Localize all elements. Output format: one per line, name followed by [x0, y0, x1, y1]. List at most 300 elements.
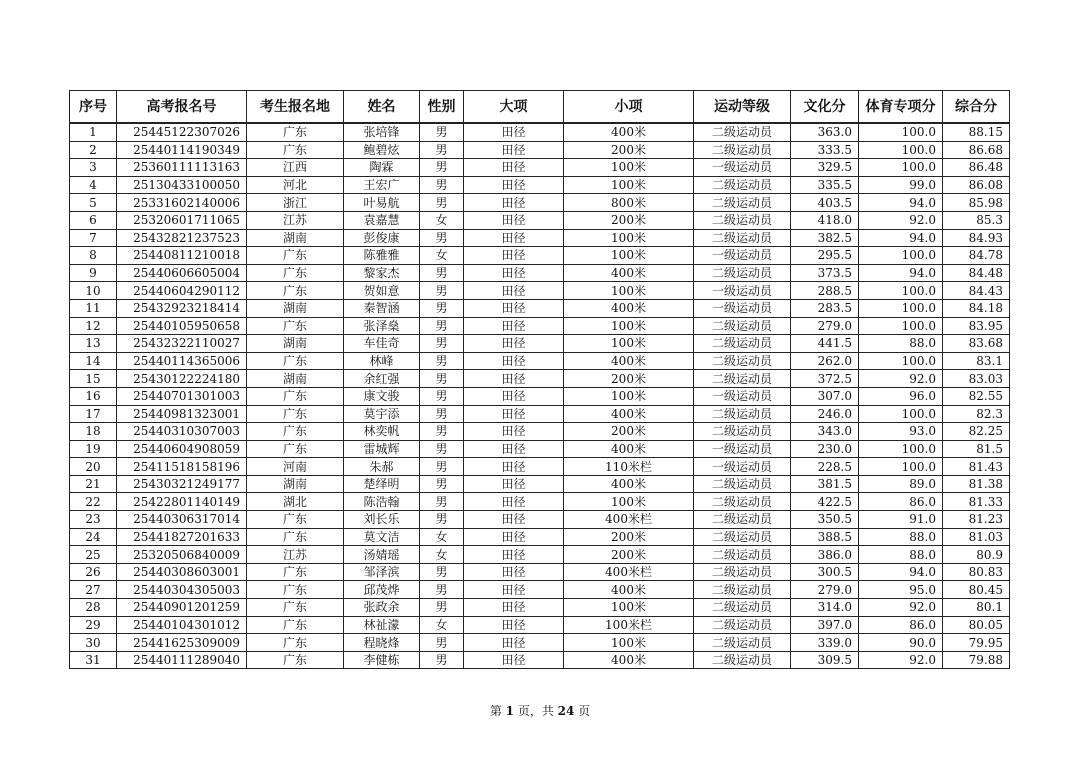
cell-event: 400米 — [564, 405, 694, 423]
cell-category: 田径 — [464, 317, 564, 335]
cell-sport-score: 90.0 — [859, 634, 943, 652]
col-header-region: 考生报名地 — [247, 91, 344, 124]
cell-name: 莫宇添 — [344, 405, 420, 423]
cell-academic-score: 441.5 — [791, 335, 859, 353]
cell-athlete-level: 二级运动员 — [694, 352, 791, 370]
cell-category: 田径 — [464, 264, 564, 282]
cell-category: 田径 — [464, 247, 564, 265]
cell-index: 26 — [70, 563, 117, 581]
cell-sport-score: 100.0 — [859, 282, 943, 300]
cell-category: 田径 — [464, 511, 564, 529]
cell-total-score: 84.78 — [943, 247, 1010, 265]
cell-region: 广东 — [247, 511, 344, 529]
cell-region: 江西 — [247, 159, 344, 177]
cell-athlete-level: 二级运动员 — [694, 211, 791, 229]
cell-event: 200米 — [564, 423, 694, 441]
cell-category: 田径 — [464, 211, 564, 229]
cell-event: 100米 — [564, 335, 694, 353]
cell-academic-score: 373.5 — [791, 264, 859, 282]
cell-name: 林祉濛 — [344, 616, 420, 634]
cell-athlete-level: 二级运动员 — [694, 651, 791, 669]
cell-index: 15 — [70, 370, 117, 388]
cell-gender: 男 — [420, 581, 464, 599]
cell-region: 河北 — [247, 176, 344, 194]
cell-gender: 男 — [420, 159, 464, 177]
cell-event: 400米栏 — [564, 511, 694, 529]
cell-total-score: 88.15 — [943, 123, 1010, 141]
cell-sport-score: 86.0 — [859, 493, 943, 511]
cell-sport-score: 99.0 — [859, 176, 943, 194]
table-row — [70, 563, 1010, 581]
cell-sport-score: 100.0 — [859, 159, 943, 177]
table-row — [70, 475, 1010, 493]
table-row — [70, 634, 1010, 652]
table-header-row — [70, 91, 1010, 124]
cell-category: 田径 — [464, 229, 564, 247]
cell-region: 河南 — [247, 458, 344, 476]
cell-gender: 男 — [420, 458, 464, 476]
cell-gender: 男 — [420, 141, 464, 159]
table-row — [70, 599, 1010, 617]
cell-category: 田径 — [464, 405, 564, 423]
cell-region: 浙江 — [247, 194, 344, 212]
cell-index: 20 — [70, 458, 117, 476]
cell-region: 广东 — [247, 528, 344, 546]
cell-category: 田径 — [464, 282, 564, 300]
cell-index: 4 — [70, 176, 117, 194]
cell-name: 车佳奇 — [344, 335, 420, 353]
cell-gender: 女 — [420, 247, 464, 265]
cell-total-score: 83.03 — [943, 370, 1010, 388]
cell-event: 400米 — [564, 581, 694, 599]
cell-exam-id: 25430122224180 — [117, 370, 247, 388]
cell-exam-id: 25320601711065 — [117, 211, 247, 229]
table-row — [70, 493, 1010, 511]
cell-total-score: 82.55 — [943, 387, 1010, 405]
cell-region: 广东 — [247, 123, 344, 141]
cell-athlete-level: 一级运动员 — [694, 159, 791, 177]
cell-sport-score: 100.0 — [859, 458, 943, 476]
table-row — [70, 423, 1010, 441]
cell-sport-score: 92.0 — [859, 370, 943, 388]
cell-exam-id: 25440114365006 — [117, 352, 247, 370]
cell-gender: 男 — [420, 599, 464, 617]
cell-exam-id: 25130433100050 — [117, 176, 247, 194]
cell-gender: 男 — [420, 634, 464, 652]
cell-athlete-level: 二级运动员 — [694, 563, 791, 581]
cell-gender: 男 — [420, 370, 464, 388]
cell-athlete-level: 二级运动员 — [694, 616, 791, 634]
cell-name: 康文骏 — [344, 387, 420, 405]
cell-region: 广东 — [247, 651, 344, 669]
cell-name: 汤婧瑶 — [344, 546, 420, 564]
cell-athlete-level: 一级运动员 — [694, 440, 791, 458]
cell-region: 广东 — [247, 599, 344, 617]
cell-total-score: 84.48 — [943, 264, 1010, 282]
cell-total-score: 80.83 — [943, 563, 1010, 581]
cell-exam-id: 25440701301003 — [117, 387, 247, 405]
cell-athlete-level: 二级运动员 — [694, 229, 791, 247]
cell-region: 广东 — [247, 423, 344, 441]
cell-gender: 男 — [420, 387, 464, 405]
cell-total-score: 85.98 — [943, 194, 1010, 212]
cell-event: 800米 — [564, 194, 694, 212]
cell-name: 陈浩翰 — [344, 493, 420, 511]
cell-category: 田径 — [464, 599, 564, 617]
cell-athlete-level: 二级运动员 — [694, 317, 791, 335]
cell-index: 2 — [70, 141, 117, 159]
cell-index: 12 — [70, 317, 117, 335]
footer-middle: 页，共 — [514, 704, 558, 718]
table-row — [70, 528, 1010, 546]
cell-athlete-level: 二级运动员 — [694, 546, 791, 564]
cell-total-score: 81.03 — [943, 528, 1010, 546]
cell-index: 3 — [70, 159, 117, 177]
cell-exam-id: 25440308603001 — [117, 563, 247, 581]
cell-index: 18 — [70, 423, 117, 441]
cell-sport-score: 88.0 — [859, 528, 943, 546]
cell-total-score: 86.08 — [943, 176, 1010, 194]
cell-total-score: 86.48 — [943, 159, 1010, 177]
table-body — [70, 123, 1010, 669]
cell-name: 彭俊康 — [344, 229, 420, 247]
cell-academic-score: 228.5 — [791, 458, 859, 476]
cell-region: 广东 — [247, 634, 344, 652]
table-row — [70, 581, 1010, 599]
cell-total-score: 82.25 — [943, 423, 1010, 441]
cell-exam-id: 25411518158196 — [117, 458, 247, 476]
cell-name: 邹泽滨 — [344, 563, 420, 581]
cell-region: 广东 — [247, 352, 344, 370]
cell-name: 鲍碧炫 — [344, 141, 420, 159]
cell-category: 田径 — [464, 141, 564, 159]
cell-gender: 男 — [420, 493, 464, 511]
cell-exam-id: 25440111289040 — [117, 651, 247, 669]
cell-index: 29 — [70, 616, 117, 634]
cell-academic-score: 262.0 — [791, 352, 859, 370]
cell-index: 22 — [70, 493, 117, 511]
table-row — [70, 141, 1010, 159]
cell-gender: 男 — [420, 176, 464, 194]
cell-index: 7 — [70, 229, 117, 247]
cell-name: 朱郝 — [344, 458, 420, 476]
col-header-academic-score: 文化分 — [791, 91, 859, 124]
cell-gender: 男 — [420, 282, 464, 300]
cell-sport-score: 94.0 — [859, 194, 943, 212]
cell-region: 广东 — [247, 264, 344, 282]
col-header-index: 序号 — [70, 91, 117, 124]
cell-region: 江苏 — [247, 546, 344, 564]
table-row — [70, 546, 1010, 564]
cell-index: 27 — [70, 581, 117, 599]
cell-academic-score: 283.5 — [791, 299, 859, 317]
cell-region: 广东 — [247, 141, 344, 159]
cell-event: 110米栏 — [564, 458, 694, 476]
col-header-total-score: 综合分 — [943, 91, 1010, 124]
cell-total-score: 79.88 — [943, 651, 1010, 669]
cell-region: 湖南 — [247, 370, 344, 388]
cell-gender: 男 — [420, 299, 464, 317]
table-row — [70, 352, 1010, 370]
cell-name: 王宏广 — [344, 176, 420, 194]
cell-index: 14 — [70, 352, 117, 370]
cell-name: 李健栋 — [344, 651, 420, 669]
cell-exam-id: 25441625309009 — [117, 634, 247, 652]
cell-gender: 男 — [420, 123, 464, 141]
table-row — [70, 229, 1010, 247]
cell-total-score: 81.33 — [943, 493, 1010, 511]
cell-academic-score: 339.0 — [791, 634, 859, 652]
cell-total-score: 83.95 — [943, 317, 1010, 335]
cell-index: 1 — [70, 123, 117, 141]
cell-event: 400米 — [564, 123, 694, 141]
table-row — [70, 176, 1010, 194]
cell-total-score: 81.5 — [943, 440, 1010, 458]
cell-index: 5 — [70, 194, 117, 212]
table-row — [70, 194, 1010, 212]
page-footer — [0, 702, 1080, 719]
cell-name: 叶易航 — [344, 194, 420, 212]
current-page-number: 1 — [505, 704, 514, 718]
cell-athlete-level: 二级运动员 — [694, 141, 791, 159]
cell-category: 田径 — [464, 458, 564, 476]
cell-category: 田径 — [464, 440, 564, 458]
table-row — [70, 317, 1010, 335]
col-header-category: 大项 — [464, 91, 564, 124]
cell-event: 100米 — [564, 159, 694, 177]
cell-sport-score: 100.0 — [859, 299, 943, 317]
cell-index: 21 — [70, 475, 117, 493]
cell-index: 16 — [70, 387, 117, 405]
cell-athlete-level: 二级运动员 — [694, 123, 791, 141]
cell-category: 田径 — [464, 159, 564, 177]
cell-athlete-level: 二级运动员 — [694, 370, 791, 388]
cell-event: 100米 — [564, 599, 694, 617]
cell-sport-score: 94.0 — [859, 563, 943, 581]
table-row — [70, 264, 1010, 282]
cell-total-score: 81.23 — [943, 511, 1010, 529]
cell-region: 湖南 — [247, 475, 344, 493]
cell-event: 400米 — [564, 264, 694, 282]
cell-event: 200米 — [564, 141, 694, 159]
cell-exam-id: 25440105950658 — [117, 317, 247, 335]
cell-sport-score: 100.0 — [859, 352, 943, 370]
cell-event: 400米 — [564, 352, 694, 370]
cell-athlete-level: 二级运动员 — [694, 423, 791, 441]
cell-academic-score: 386.0 — [791, 546, 859, 564]
cell-academic-score: 288.5 — [791, 282, 859, 300]
cell-event: 100米 — [564, 282, 694, 300]
table-row — [70, 247, 1010, 265]
cell-sport-score: 100.0 — [859, 317, 943, 335]
cell-name: 莫文洁 — [344, 528, 420, 546]
cell-name: 楚绎明 — [344, 475, 420, 493]
cell-exam-id: 25440306317014 — [117, 511, 247, 529]
cell-event: 100米 — [564, 387, 694, 405]
table-row — [70, 370, 1010, 388]
cell-category: 田径 — [464, 123, 564, 141]
cell-exam-id: 25432322110027 — [117, 335, 247, 353]
cell-index: 17 — [70, 405, 117, 423]
cell-academic-score: 279.0 — [791, 317, 859, 335]
cell-region: 广东 — [247, 616, 344, 634]
cell-sport-score: 94.0 — [859, 229, 943, 247]
cell-gender: 男 — [420, 229, 464, 247]
cell-sport-score: 94.0 — [859, 264, 943, 282]
cell-athlete-level: 二级运动员 — [694, 194, 791, 212]
cell-region: 广东 — [247, 247, 344, 265]
cell-region: 广东 — [247, 317, 344, 335]
cell-region: 湖南 — [247, 299, 344, 317]
cell-sport-score: 100.0 — [859, 440, 943, 458]
cell-exam-id: 25441827201633 — [117, 528, 247, 546]
cell-sport-score: 91.0 — [859, 511, 943, 529]
cell-name: 邱茂烨 — [344, 581, 420, 599]
cell-gender: 男 — [420, 352, 464, 370]
cell-academic-score: 279.0 — [791, 581, 859, 599]
cell-index: 30 — [70, 634, 117, 652]
cell-category: 田径 — [464, 563, 564, 581]
table-row — [70, 299, 1010, 317]
cell-index: 28 — [70, 599, 117, 617]
cell-index: 19 — [70, 440, 117, 458]
table-row — [70, 123, 1010, 141]
cell-gender: 女 — [420, 528, 464, 546]
cell-total-score: 85.3 — [943, 211, 1010, 229]
cell-gender: 男 — [420, 440, 464, 458]
cell-name: 袁嘉慧 — [344, 211, 420, 229]
cell-name: 秦智涵 — [344, 299, 420, 317]
cell-gender: 男 — [420, 651, 464, 669]
cell-gender: 男 — [420, 194, 464, 212]
cell-sport-score: 92.0 — [859, 211, 943, 229]
results-table — [69, 90, 1010, 669]
cell-sport-score: 93.0 — [859, 423, 943, 441]
cell-exam-id: 25360111113163 — [117, 159, 247, 177]
cell-exam-id: 25440901201259 — [117, 599, 247, 617]
cell-region: 广东 — [247, 282, 344, 300]
cell-category: 田径 — [464, 475, 564, 493]
cell-athlete-level: 二级运动员 — [694, 511, 791, 529]
cell-sport-score: 100.0 — [859, 405, 943, 423]
cell-athlete-level: 二级运动员 — [694, 405, 791, 423]
cell-academic-score: 300.5 — [791, 563, 859, 581]
table-row — [70, 616, 1010, 634]
table-row — [70, 282, 1010, 300]
cell-academic-score: 309.5 — [791, 651, 859, 669]
cell-exam-id: 25331602140006 — [117, 194, 247, 212]
col-header-event: 小项 — [564, 91, 694, 124]
cell-category: 田径 — [464, 423, 564, 441]
cell-total-score: 84.93 — [943, 229, 1010, 247]
cell-athlete-level: 一级运动员 — [694, 282, 791, 300]
cell-name: 贺如意 — [344, 282, 420, 300]
cell-index: 13 — [70, 335, 117, 353]
cell-gender: 女 — [420, 546, 464, 564]
cell-academic-score: 246.0 — [791, 405, 859, 423]
cell-total-score: 79.95 — [943, 634, 1010, 652]
cell-category: 田径 — [464, 299, 564, 317]
cell-category: 田径 — [464, 546, 564, 564]
cell-gender: 男 — [420, 264, 464, 282]
cell-region: 广东 — [247, 405, 344, 423]
cell-region: 广东 — [247, 440, 344, 458]
cell-academic-score: 230.0 — [791, 440, 859, 458]
cell-athlete-level: 二级运动员 — [694, 335, 791, 353]
cell-sport-score: 86.0 — [859, 616, 943, 634]
cell-name: 林奕帆 — [344, 423, 420, 441]
cell-gender: 男 — [420, 423, 464, 441]
cell-exam-id: 25440604908059 — [117, 440, 247, 458]
cell-name: 刘长乐 — [344, 511, 420, 529]
cell-name: 陶霖 — [344, 159, 420, 177]
cell-sport-score: 100.0 — [859, 141, 943, 159]
col-header-athlete-level: 运动等级 — [694, 91, 791, 124]
cell-academic-score: 422.5 — [791, 493, 859, 511]
cell-category: 田径 — [464, 387, 564, 405]
cell-event: 100米 — [564, 493, 694, 511]
cell-exam-id: 25430321249177 — [117, 475, 247, 493]
cell-name: 陈雅雅 — [344, 247, 420, 265]
cell-index: 23 — [70, 511, 117, 529]
cell-region: 江苏 — [247, 211, 344, 229]
cell-exam-id: 25440604290112 — [117, 282, 247, 300]
cell-region: 湖南 — [247, 229, 344, 247]
cell-academic-score: 307.0 — [791, 387, 859, 405]
cell-index: 31 — [70, 651, 117, 669]
cell-exam-id: 25422801140149 — [117, 493, 247, 511]
cell-academic-score: 388.5 — [791, 528, 859, 546]
cell-academic-score: 403.5 — [791, 194, 859, 212]
cell-athlete-level: 二级运动员 — [694, 176, 791, 194]
table-row — [70, 405, 1010, 423]
cell-total-score: 80.9 — [943, 546, 1010, 564]
cell-category: 田径 — [464, 581, 564, 599]
cell-academic-score: 350.5 — [791, 511, 859, 529]
cell-sport-score: 95.0 — [859, 581, 943, 599]
total-pages-number: 24 — [557, 704, 575, 718]
cell-athlete-level: 二级运动员 — [694, 475, 791, 493]
cell-category: 田径 — [464, 352, 564, 370]
cell-category: 田径 — [464, 335, 564, 353]
cell-gender: 男 — [420, 563, 464, 581]
cell-academic-score: 397.0 — [791, 616, 859, 634]
cell-event: 100米 — [564, 247, 694, 265]
cell-name: 林峰 — [344, 352, 420, 370]
col-header-exam-id: 高考报名号 — [117, 91, 247, 124]
footer-suffix: 页 — [574, 704, 591, 718]
cell-exam-id: 25445122307026 — [117, 123, 247, 141]
cell-academic-score: 295.5 — [791, 247, 859, 265]
col-header-gender: 性别 — [420, 91, 464, 124]
cell-category: 田径 — [464, 370, 564, 388]
col-header-name: 姓名 — [344, 91, 420, 124]
table-row — [70, 511, 1010, 529]
cell-name: 张政余 — [344, 599, 420, 617]
cell-total-score: 82.3 — [943, 405, 1010, 423]
cell-event: 200米 — [564, 370, 694, 388]
cell-gender: 男 — [420, 511, 464, 529]
cell-region: 广东 — [247, 563, 344, 581]
cell-region: 广东 — [247, 581, 344, 599]
cell-academic-score: 335.5 — [791, 176, 859, 194]
cell-sport-score: 92.0 — [859, 599, 943, 617]
cell-academic-score: 329.5 — [791, 159, 859, 177]
cell-total-score: 83.1 — [943, 352, 1010, 370]
cell-total-score: 80.05 — [943, 616, 1010, 634]
cell-sport-score: 88.0 — [859, 546, 943, 564]
cell-category: 田径 — [464, 616, 564, 634]
